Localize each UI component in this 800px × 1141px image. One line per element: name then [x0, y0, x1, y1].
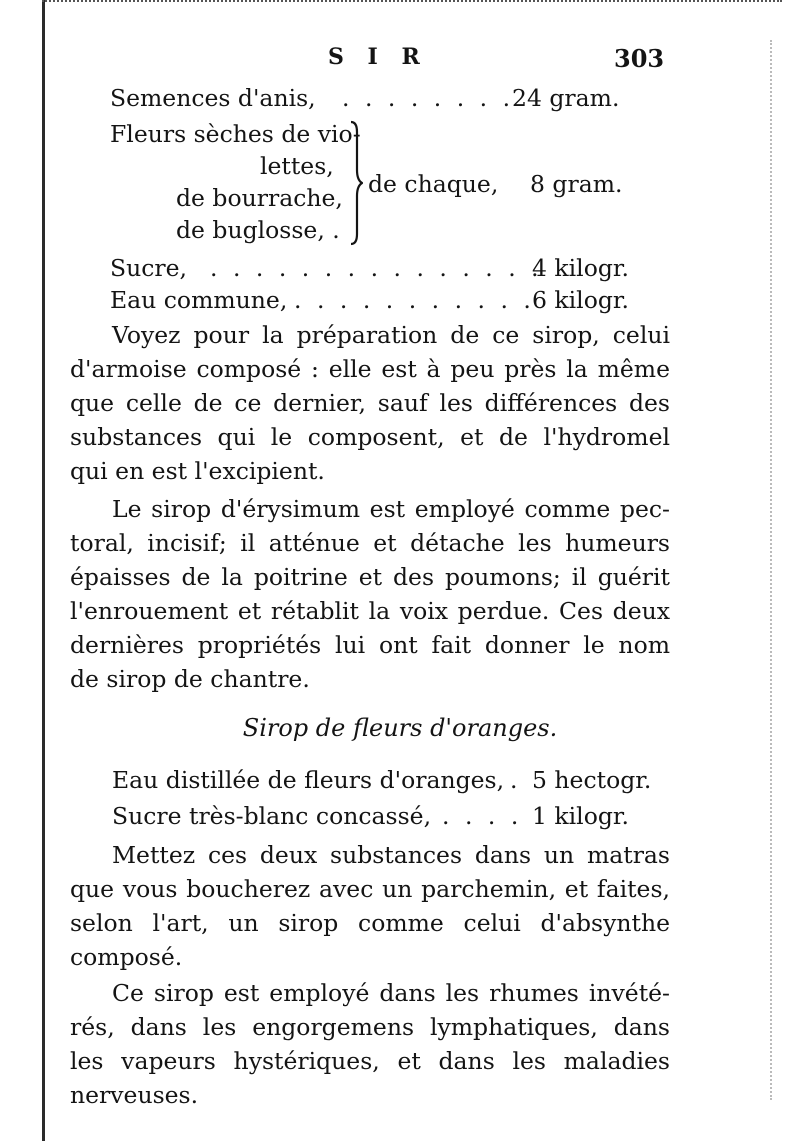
text-line: de sirop de chantre. — [70, 665, 310, 693]
ingredient-name: Eau distillée de fleurs d'oranges, — [112, 766, 505, 794]
text-line: Voyez pour la préparation de ce sirop, celui — [112, 321, 670, 349]
section-heading: Sirop de fleurs d'oranges. — [242, 714, 558, 742]
ingredient-line: Fleurs sèches de vio- — [110, 120, 361, 148]
ingredient-row-sucre — [110, 252, 670, 284]
paragraph-uses — [70, 976, 670, 1112]
page-left-edge — [42, 0, 45, 1141]
text-line: toral, incisif; il atténue et détache les humeurs — [70, 529, 670, 557]
ingredient-quantity: 8 gram. — [530, 170, 623, 198]
ingredient-line: de bourrache, — [176, 184, 343, 212]
text-line: les vapeurs hystériques, et dans les maladies — [70, 1047, 670, 1075]
text-line: substances qui le composent, et de l'hydromel — [70, 423, 670, 451]
text-line: selon l'art, un sirop comme celui d'absynthe — [70, 909, 670, 937]
text-line: Mettez ces deux substances dans un matras — [112, 841, 670, 869]
page-right-edge — [768, 40, 772, 1100]
text-line: composé. — [70, 943, 183, 971]
group-label: de chaque, — [368, 170, 499, 198]
ingredient-quantity: 6 kilogr. — [532, 286, 630, 314]
text-line: rés, dans les engorgemens lymphatiques, dans — [70, 1013, 670, 1041]
text-line: qui en est l'excipient. — [70, 457, 325, 485]
paragraph-method — [70, 838, 670, 974]
dot-leader: . . . . . . . . — [342, 84, 515, 112]
ingredient-row-sucre-blanc — [112, 800, 672, 832]
ingredient-quantity: 4 kilogr. — [532, 254, 630, 282]
dot-leader: . — [510, 766, 522, 794]
dot-leader: . . . . . . . . . . . — [294, 286, 535, 314]
ingredient-name: Sucre, — [110, 254, 188, 282]
dot-leader: . . . . — [442, 802, 523, 830]
ingredient-line: lettes, — [260, 152, 334, 180]
running-title: S I R — [328, 44, 428, 70]
page-number: 303 — [614, 44, 665, 73]
text-line: Ce sirop est employé dans les rhumes invété- — [112, 979, 670, 1007]
text-line: nerveuses. — [70, 1081, 199, 1109]
text-line: Le sirop d'érysimum est employé comme pec- — [112, 495, 670, 523]
ingredient-quantity: 24 gram. — [512, 84, 620, 112]
ingredient-name: Eau commune, — [110, 286, 288, 314]
running-head — [0, 44, 800, 78]
paragraph-erysimum — [70, 492, 670, 696]
text-line: l'enrouement et rétablit la voix perdue. Ces deux — [70, 597, 670, 625]
ingredient-row-anis — [110, 82, 670, 114]
paragraph-preparation — [70, 318, 670, 488]
ingredient-line: de buglosse, . — [176, 216, 340, 244]
ingredient-quantity: 5 hectogr. — [532, 766, 652, 794]
dot-leader: . . . . . . . . . . . . . . . — [210, 254, 543, 282]
ingredient-quantity: 1 kilogr. — [532, 802, 630, 830]
ingredient-name: Semences d'anis, — [110, 84, 316, 112]
ingredient-name: Sucre très-blanc concassé, — [112, 802, 432, 830]
ingredient-row-eau — [110, 284, 670, 316]
text-line: dernières propriétés lui ont fait donner le nom — [70, 631, 670, 659]
curly-brace-icon — [347, 118, 363, 248]
text-line: d'armoise composé : elle est à peu près la même — [70, 355, 670, 383]
page-top-edge — [42, 0, 782, 12]
ingredient-row-eau-distillee — [112, 764, 672, 796]
text-line: épaisses de la poitrine et des poumons; il guérit — [70, 563, 670, 591]
text-line: que celle de ce dernier, sauf les différences des — [70, 389, 670, 417]
ingredient-group-fleurs-seches — [110, 118, 670, 248]
text-line: que vous boucherez avec un parchemin, et faites, — [70, 875, 670, 903]
